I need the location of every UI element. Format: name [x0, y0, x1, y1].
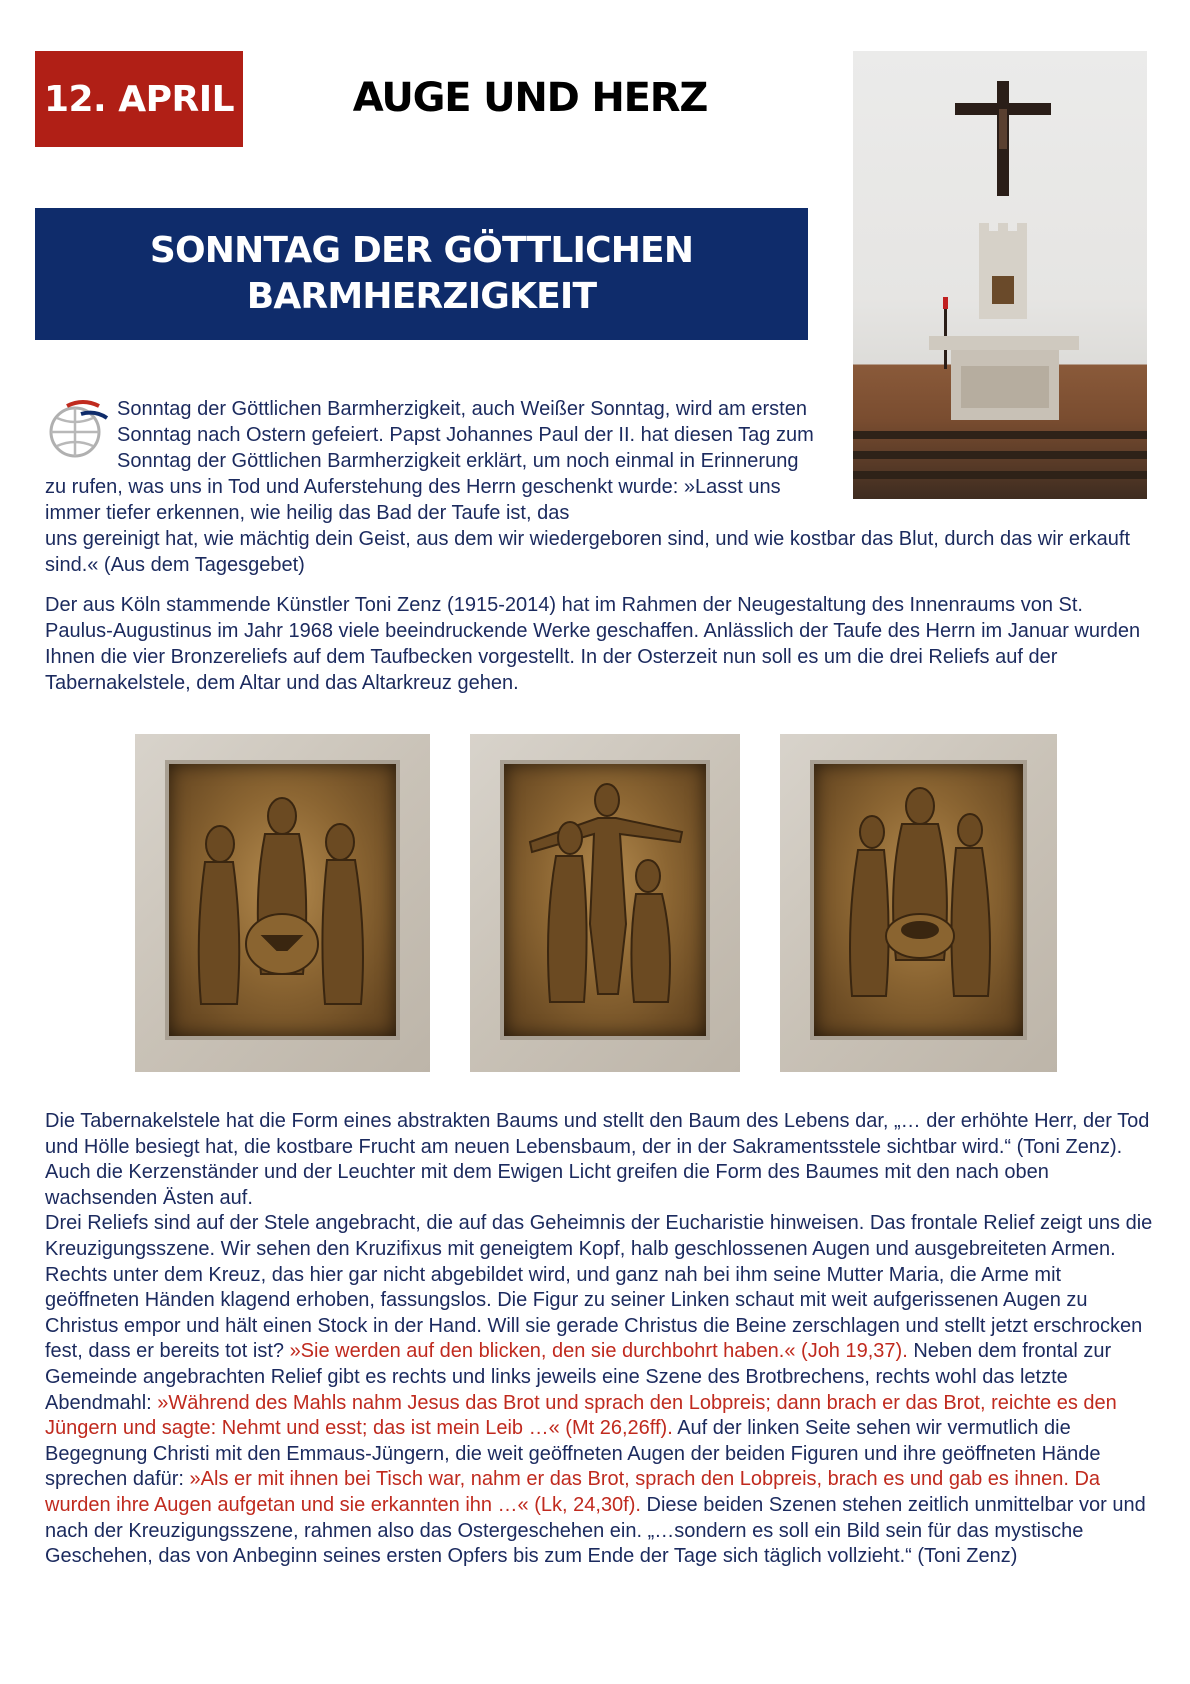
tabernacle-text-5: Diese beiden Szenen stehen zeitlich unmittelbar vor und nach der Kreuzigungsszene, rahmen also das Ostergeschehen ein. „…sondern es soll ein Bild sein für das mystische Geschehen, das von Anbeginn seines ersten Opfers bis zum Ende der Tage sich täglich vollzieht.“ (Toni Zenz): [45, 1493, 1146, 1568]
intro-text-wide: uns gereinigt hat, wie mächtig dein Geist, aus dem wir wiedergeboren sind, und wie kostbar das Blut, durch das wir erkauft sind.« (Aus dem Tagesgebet): [45, 528, 1130, 576]
page-title: AUGE UND HERZ: [352, 75, 708, 121]
section-banner: [35, 208, 808, 340]
paragraph-tabernacle: [45, 1109, 1155, 1570]
logo-icon: [45, 396, 111, 466]
relief-image-crucifixion: [470, 734, 740, 1072]
relief-image-emmaus: [135, 734, 430, 1072]
tabernacle-text-4: Auf der linken Seite sehen wir vermutlich die Begegnung Christi mit den Emmaus-Jüngern, die weit geöffneten Augen der beiden Figuren und ihre geöffneten Hände sprechen dafür:: [45, 1417, 1101, 1491]
banner-title: SONNTAG DER GÖTTLICHEN BARMHERZIGKEIT: [149, 230, 694, 317]
tabernacle-text-2: Drei Reliefs sind auf der Stele angebracht, die auf das Geheimnis der Eucharistie hinweisen. Das frontale Relief zeigt uns die Kreuzigungsszene. Wir sehen den Kruzifixus mit geneigtem Kopf, halb geschlossenen Augen und ausgebreiteten Armen. Rechts unter dem Kreuz, das hier gar nicht abgebildet wird, und ganz nah bei ihm seine Mutter Maria, die Arme mit geöffneten Händen klagend erhoben, fassungslos. Die Figur zu seiner Linken schaut mit weit aufgerissenen Augen zu Christus empor und hält einen Stock in der Hand. Will sie gerade Christus die Beine zerschlagen und stellt jetzt erschrocken fest, dass er bereits tot ist?: [45, 1212, 1153, 1363]
quote-matthew: »Während des Mahls nahm Jesus das Brot und sprach den Lobpreis; dann brach er das Brot, reichte es den Jüngern und sagte: Nehmt und esst; das ist mein Leib …« (Mt 26,26ff).: [45, 1391, 1117, 1440]
paragraph-artist: Der aus Köln stammende Künstler Toni Zenz (1915-2014) hat im Rahmen der Neugestaltung des Innenraums von St. Paulus-Augustinus im Jahr 1968 viele beeindruckende Werke geschaffen. Anlässlich der Taufe des Herrn im Januar wurden Ihnen die vier Bronzereliefs auf dem Taufbecken vorgestellt. In der Osterzeit nun soll es um die drei Reliefs auf der Tabernakelstele, dem Altar und das Altarkreuz gehen.: [45, 594, 1141, 694]
date-badge: 12. APRIL: [35, 51, 243, 147]
tabernacle-text-1: Die Tabernakelstele hat die Form eines abstrakten Baums und stellt den Baum des Lebens dar, „… der erhöhte Herr, der Tod und Hölle besiegt hat, die kostbare Frucht am neuen Lebensbaum, der in der Sakramentsstele sichtbar wird.“ (Toni Zenz). Auch die Kerzenständer und der Leuchter mit dem Ewigen Licht greifen die Form des Baumes mit den nach oben wachsenden Ästen auf.: [45, 1110, 1150, 1209]
quote-luke: »Als er mit ihnen bei Tisch war, nahm er das Brot, sprach den Lobpreis, brach es und gab es ihnen. Da wurden ihre Augen aufgetan und sie erkannten ihn …« (Lk, 24,30f).: [45, 1468, 1101, 1516]
intro-paragraph: [45, 396, 1145, 578]
quote-john: »Sie werden auf den blicken, den sie durchbohrt haben.« (Joh 19,37).: [289, 1340, 908, 1363]
tabernacle-text-3: Neben dem frontal zur Gemeinde angebrachten Relief gibt es rechts und links jeweils eine Szene des Brotbrechens, rechts wohl das letzte Abendmahl:: [45, 1340, 1112, 1414]
relief-image-last-supper: [780, 734, 1057, 1072]
intro-text-narrow: Sonntag der Göttlichen Barmherzigkeit, auch Weißer Sonntag, wird am ersten Sonntag nach Ostern gefeiert. Papst Johannes Paul der II. hat diesen Tag zum Sonntag der Göttlichen Barmherzigkeit erklärt, um noch einmal in Erinnerung zu rufen, was uns in Tod und Auferstehung des Herrn geschenkt wurde: »Lasst uns immer tiefer erkennen, wie heilig das Bad der Taufe ist, das: [45, 398, 814, 524]
